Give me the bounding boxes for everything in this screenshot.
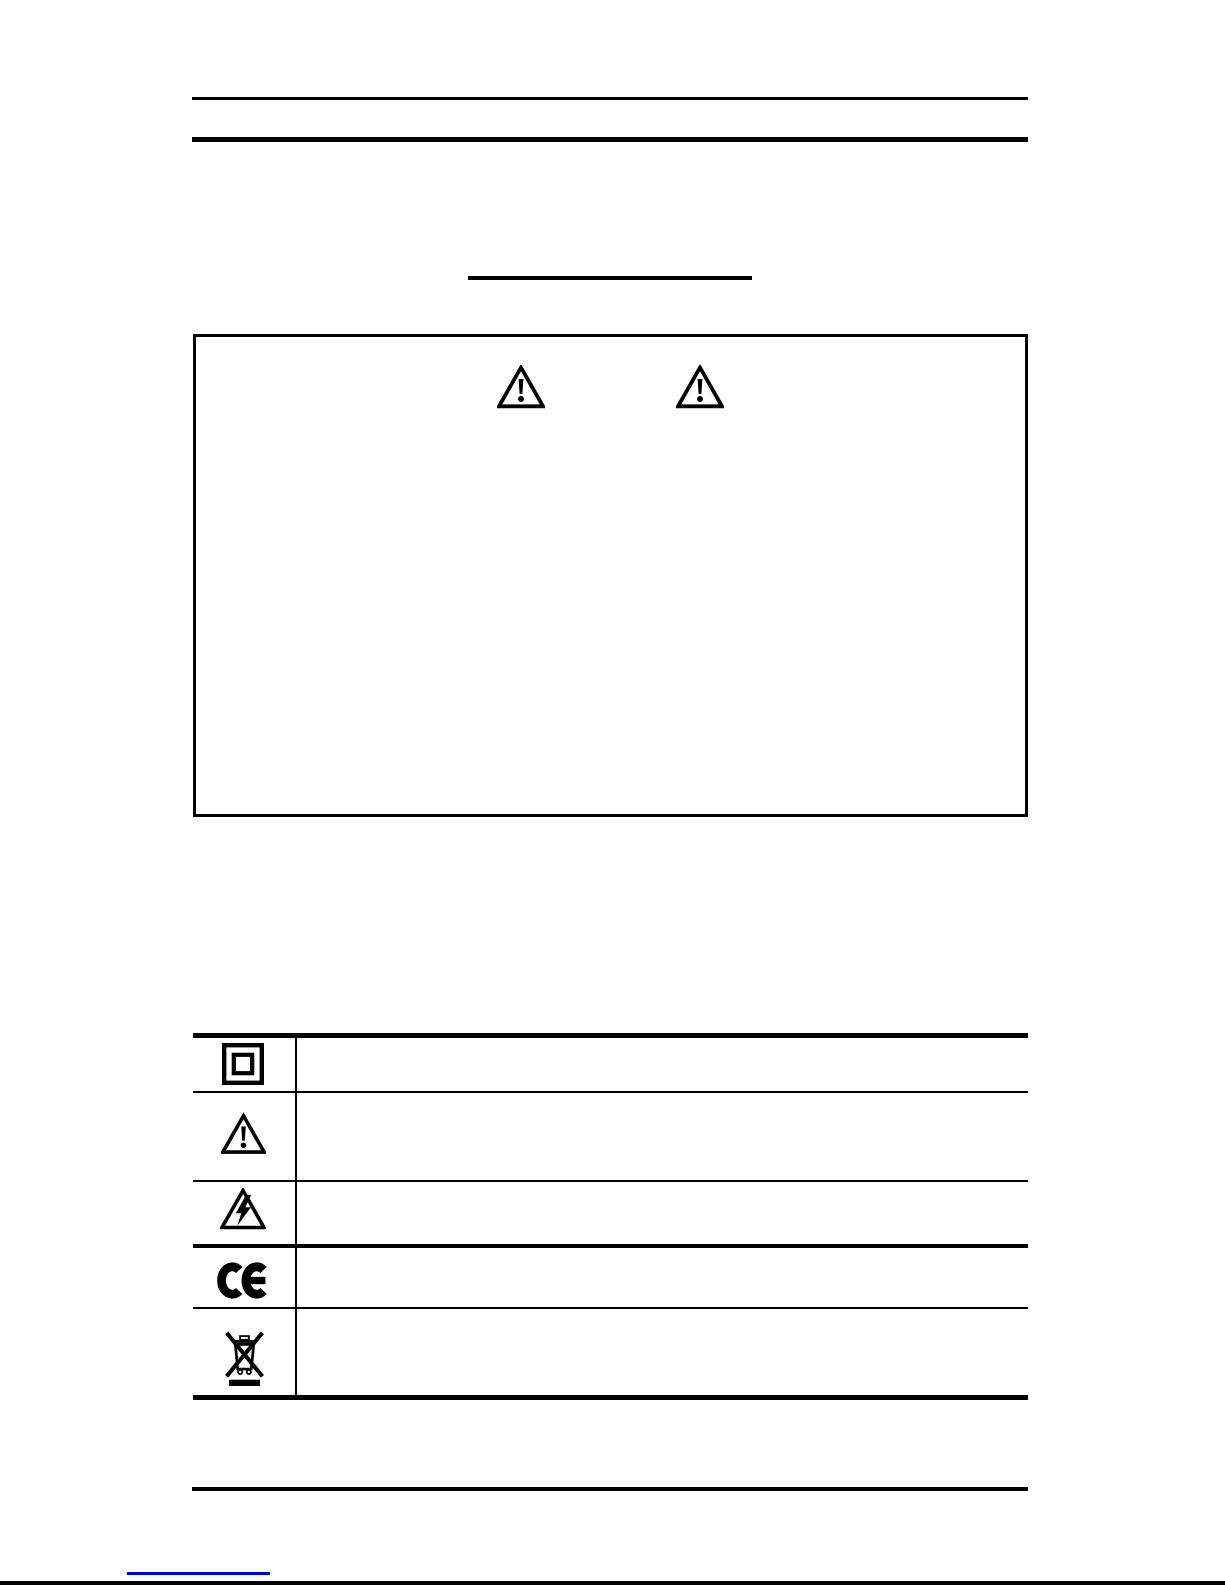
page-bottom-edge <box>0 1581 1225 1585</box>
header-rule-bottom <box>192 137 1028 142</box>
caution-icon <box>676 365 724 409</box>
footer-hyperlink[interactable] <box>127 1572 270 1575</box>
warning-box <box>193 334 1028 817</box>
ce-mark-icon <box>216 1260 269 1301</box>
double-insulation-icon <box>222 1043 264 1085</box>
symbols-table <box>193 1033 1028 1400</box>
title-underline <box>468 276 752 280</box>
caution-icon <box>221 1112 266 1156</box>
table-row-separator <box>193 1307 1028 1309</box>
high-voltage-icon <box>220 1188 266 1230</box>
footer-rule <box>192 1487 1028 1491</box>
weee-crossed-bin-icon <box>223 1326 266 1386</box>
table-row-separator <box>193 1091 1028 1093</box>
table-row-separator <box>193 1180 1028 1182</box>
header-rule-top <box>192 97 1028 100</box>
table-row-separator <box>193 1244 1028 1248</box>
caution-icon <box>497 365 545 409</box>
